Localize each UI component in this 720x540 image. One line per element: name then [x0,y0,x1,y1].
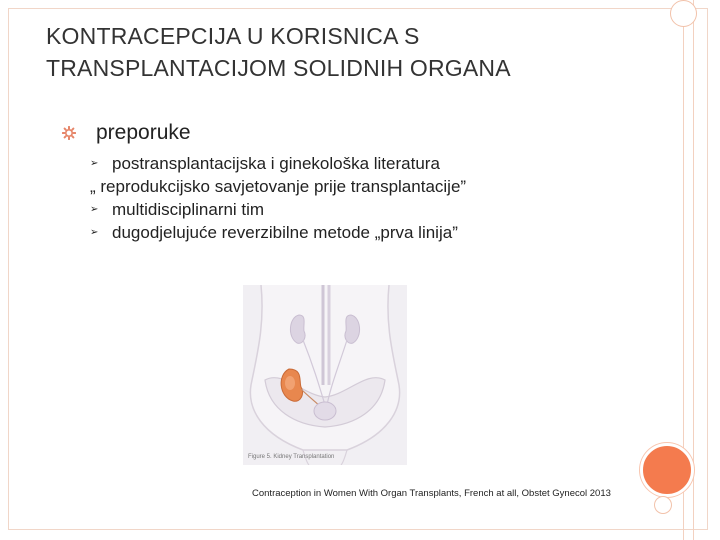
sub-bullet-item [90,221,466,244]
sub-bullet-text: multidisciplinarni tim [112,199,265,219]
decorative-circle-accent [640,443,694,497]
decorative-line [693,0,694,540]
sub-bullet-item [90,152,466,175]
kidney-transplant-illustration [243,285,407,465]
sub-bullet-list [90,152,466,244]
gear-icon [62,126,76,140]
sub-bullet-text: „ reprodukcijsko savjetovanje prije transplantacije” [90,176,467,196]
slide-title: KONTRACEPCIJA U KORISNICA S TRANSPLANTACIJOM SOLIDNIH ORGANA [46,23,511,81]
sub-bullet-text: dugodjelujuće reverzibilne metode „prva linija” [112,222,458,242]
figure-caption: Figure 5. Kidney Transplantation [248,454,335,460]
arrow-right-icon: ➢ [90,158,99,169]
arrow-right-icon: ➢ [90,227,99,238]
sub-bullet-text: postransplantacijska i ginekološka literatura [112,153,440,173]
main-bullet [62,121,191,145]
decorative-circle-top [670,0,697,27]
citation: Contraception in Women With Organ Transplants, French at all, Obstet Gynecol 2013 [252,488,611,499]
arrow-right-icon: ➢ [90,204,99,215]
decorative-circle-small [654,496,672,514]
sub-bullet-item [90,175,466,198]
sub-bullet-item [90,198,466,221]
main-bullet-label: preporuke [96,121,191,144]
